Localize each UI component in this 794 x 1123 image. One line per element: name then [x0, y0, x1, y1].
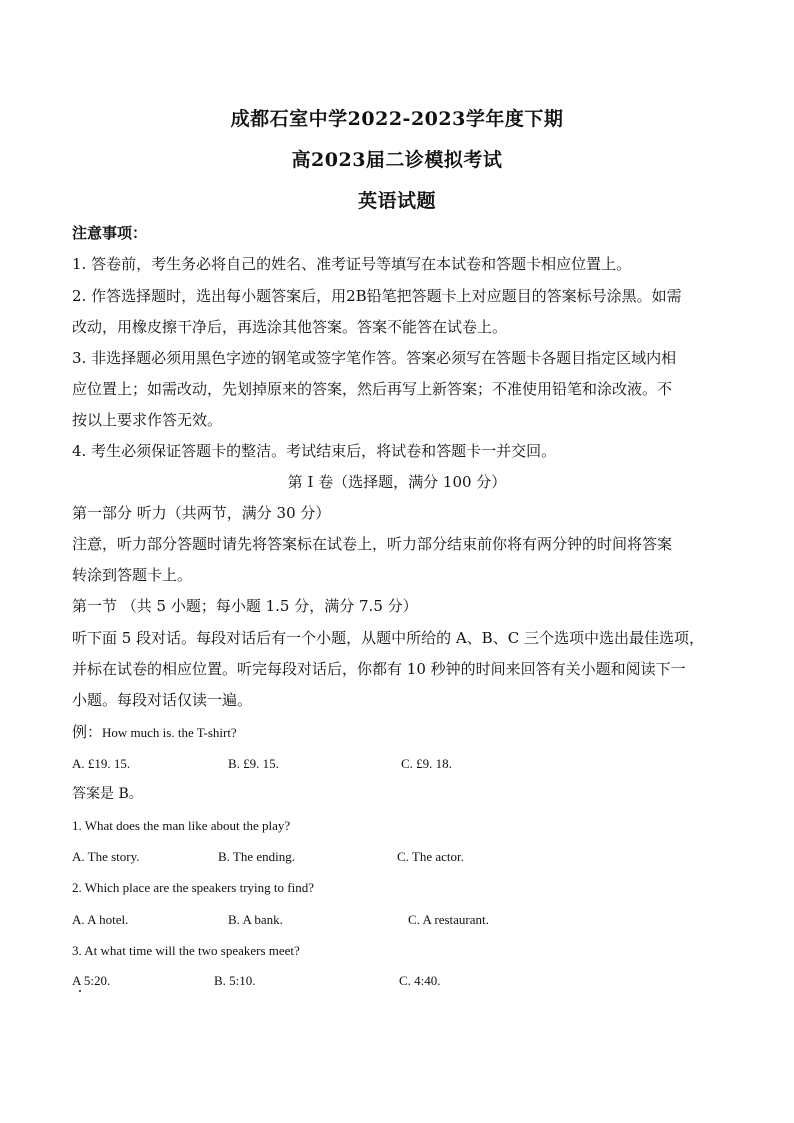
instruction-line-2: 并标在试卷的相应位置。听完每段对话后，你都有 10 秒钟的时间来回答有关小题和阅读下一	[72, 660, 686, 678]
notice-item-3-line-1: 3. 非选择题必须用黑色字迹的钢笔或签字笔作答。答案必须写在答题卡各题目指定区域内相	[72, 349, 677, 367]
listening-note-line-1: 注意，听力部分答题时请先将答案标在试卷上，听力部分结束前你将有两分钟的时间将答案	[72, 535, 673, 553]
question-1-text: 1. What does the man like about the play?	[72, 818, 291, 833]
volume-heading: 第 I 卷（选择题，满分 100 分）	[287, 473, 507, 491]
notice-item-1: 1. 答卷前，考生务必将自己的姓名、准考证号等填写在本试卷和答题卡相应位置上。	[72, 255, 632, 273]
question-2-text: 2. Which place are the speakers trying to find?	[72, 880, 314, 895]
example-option-a: A. £19. 15.	[72, 756, 131, 771]
question-1-option-c: C. The actor.	[397, 849, 464, 864]
instruction-line-3: 小题。每段对话仅读一遍。	[72, 691, 253, 709]
exam-title-school: 成都石室中学2022-2023学年度下期	[230, 108, 564, 130]
example-option-b: B. £9. 15.	[228, 756, 279, 771]
section1-heading: 第一节 （共 5 小题；每小题 1.5 分，满分 7.5 分）	[72, 597, 418, 615]
question-2-option-a: A. A hotel.	[72, 912, 129, 927]
question-1-option-a: A. The story.	[72, 849, 140, 864]
notice-item-4: 4. 考生必须保证答题卡的整洁。考试结束后，将试卷和答题卡一并交回。	[72, 442, 557, 460]
notice-item-3-line-2: 应位置上；如需改动，先划掉原来的答案，然后再写上新答案；不准使用铅笔和涂改液。不	[72, 380, 673, 398]
notice-item-2-line-2: 改动，用橡皮擦干净后，再选涂其他答案。答案不能答在试卷上。	[72, 318, 508, 336]
exam-title-name: 高2023届二诊模拟考试	[291, 149, 503, 171]
part1-heading: 第一部分 听力（共两节，满分 30 分）	[72, 504, 331, 522]
question-3-option-b: B. 5:10.	[214, 973, 256, 988]
exam-title-subject: 英语试题	[357, 190, 436, 212]
notice-item-2-line-1: 2. 作答选择题时，选出每小题答案后，用2B铅笔把答题卡上对应题目的答案标号涂黑。如需	[72, 287, 682, 305]
notice-item-3-line-3: 按以上要求作答无效。	[72, 411, 223, 429]
question-1-option-b: B. The ending.	[218, 849, 296, 864]
example-question	[72, 721, 724, 744]
question-2-option-c: C. A restaurant.	[408, 912, 489, 927]
notice-heading: 注意事项：	[72, 224, 148, 242]
example-option-c: C. £9. 18.	[401, 756, 452, 771]
example-prefix: 例：	[72, 723, 103, 741]
question-3-option-c: C. 4:40.	[399, 973, 441, 988]
instruction-line-1: 听下面 5 段对话。每段对话后有一个小题，从题中所给的 A、B、C 三个选项中选出最佳选项，	[72, 629, 704, 647]
question-3-text: 3. At what time will the two speakers meet?	[72, 943, 300, 958]
question-2-option-b: B. A bank.	[228, 912, 283, 927]
example-answer: 答案是 B。	[72, 786, 143, 802]
stray-dot-mark	[79, 990, 81, 992]
question-3-option-a: A 5:20.	[72, 973, 111, 988]
listening-note-line-2: 转涂到答题卡上。	[72, 566, 193, 584]
example-question-text: How much is. the T-shirt?	[102, 725, 237, 740]
